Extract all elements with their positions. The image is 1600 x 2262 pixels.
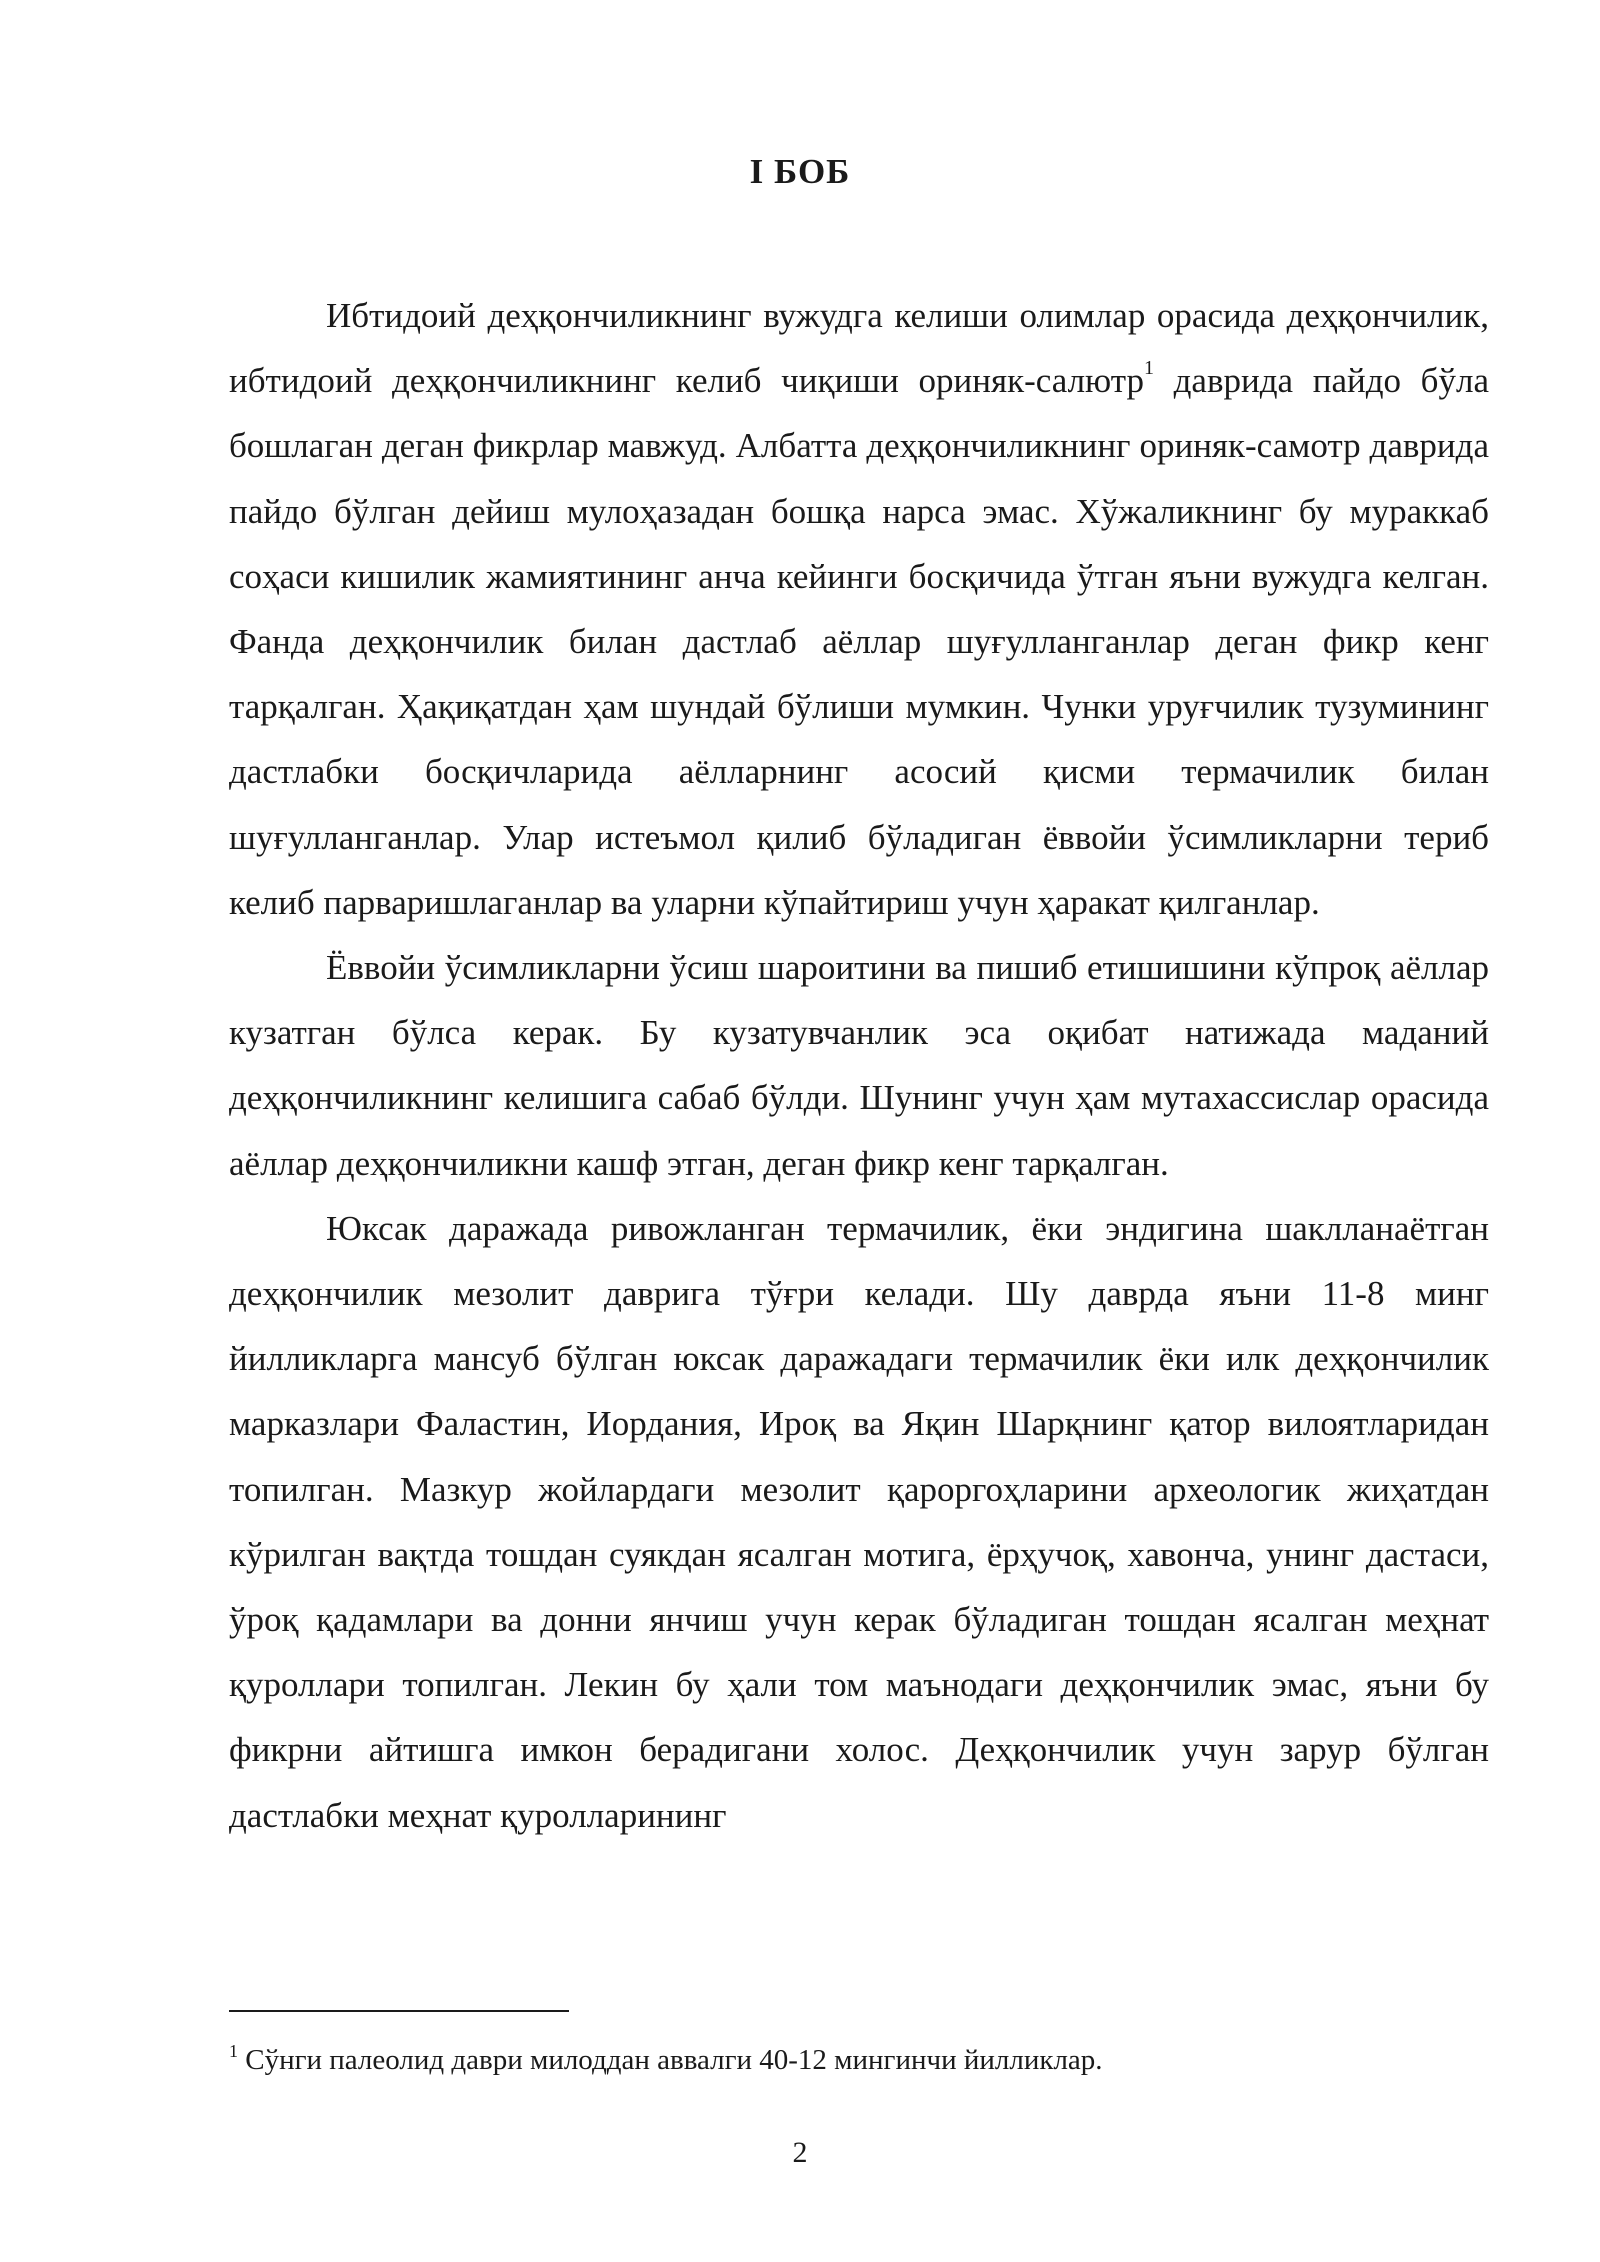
- chapter-heading: I БОБ: [749, 152, 851, 191]
- footnote-reference: 1: [1143, 357, 1154, 380]
- footnote: [229, 2040, 1489, 2080]
- body-text: [229, 283, 1489, 1848]
- paragraph-1: [229, 283, 1489, 935]
- page-number: 2: [792, 2136, 808, 2169]
- paragraph-1-text-end: даврида пайдо бўла бошлаган деган фикрлар мавжуд. Албатта деҳқончиликнинг ориняк-самотр даврида пайдо бўлган дейиш мулоҳазадан бошқа нарса эмас. Хўжаликнинг бу мураккаб соҳаси кишилик жамиятининг анча кейинги босқичида ўтган яъни вужудга келган. Фанда деҳқончилик билан дастлаб аёллар шуғулланганлар деган фикр кенг тарқалган. Ҳақиқатдан ҳам шундай бўлиши мумкин. Чунки уруғчилик тузумининг дастлабки босқичларида аёлларнинг асосий қисми термачилик билан шуғулланганлар. Улар истеъмол қилиб бўладиган ёввойи ўсимликларни териб келиб парваришлаганлар ва уларни кўпайтириш учун ҳаракат қилганлар.: [229, 361, 1489, 922]
- paragraph-2: Ёввойи ўсимликларни ўсиш шароитини ва пишиб етишишини кўпроқ аёллар кузатган бўлса керак. Бу кузатувчанлик эса оқибат натижада маданий деҳқончиликнинг келишига сабаб бўлди. Шунинг учун ҳам мутахассислар орасида аёллар деҳқончиликни кашф этган, деган фикр кенг тарқалган.: [229, 948, 1489, 1183]
- footnote-separator: [229, 2010, 569, 2012]
- footnote-number: 1: [229, 2041, 238, 2061]
- paragraph-1-text-start: Ибтидоий деҳқончиликнинг вужудга келиши олимлар орасида деҳқончилик, ибтидоий деҳқончиликнинг келиб чиқиши ориняк-салютр: [229, 296, 1489, 401]
- footnote-text: Сўнги палеолид даври милоддан аввалги 40-12 мингинчи йилликлар.: [238, 2044, 1103, 2076]
- paragraph-3: Юксак даражада ривожланган термачилик, ёки эндигина шаклланаётган деҳқончилик мезолит даврига тўғри келади. Шу даврда яъни 11-8 минг йилликларга мансуб бўлган юксак даражадаги термачилик ёки илк деҳқончилик марказлари Фаластин, Иордания, Ироқ ва Яқин Шарқнинг қатор вилоятларидан топилган. Мазкур жойлардаги мезолит қароргоҳларини археологик жиҳатдан кўрилган вақтда тошдан суякдан ясалган мотига, ёрҳучоқ, хавонча, унинг дастаси, ўроқ қадамлари ва донни янчиш учун керак бўладиган тошдан ясалган меҳнат қуроллари топилган. Лекин бу ҳали том маънодаги деҳқончилик эмас, яъни бу фикрни айтишга имкон берадигани холос. Деҳқончилик учун зарур бўлган дастлабки меҳнат қуролларининг: [229, 1208, 1489, 1835]
